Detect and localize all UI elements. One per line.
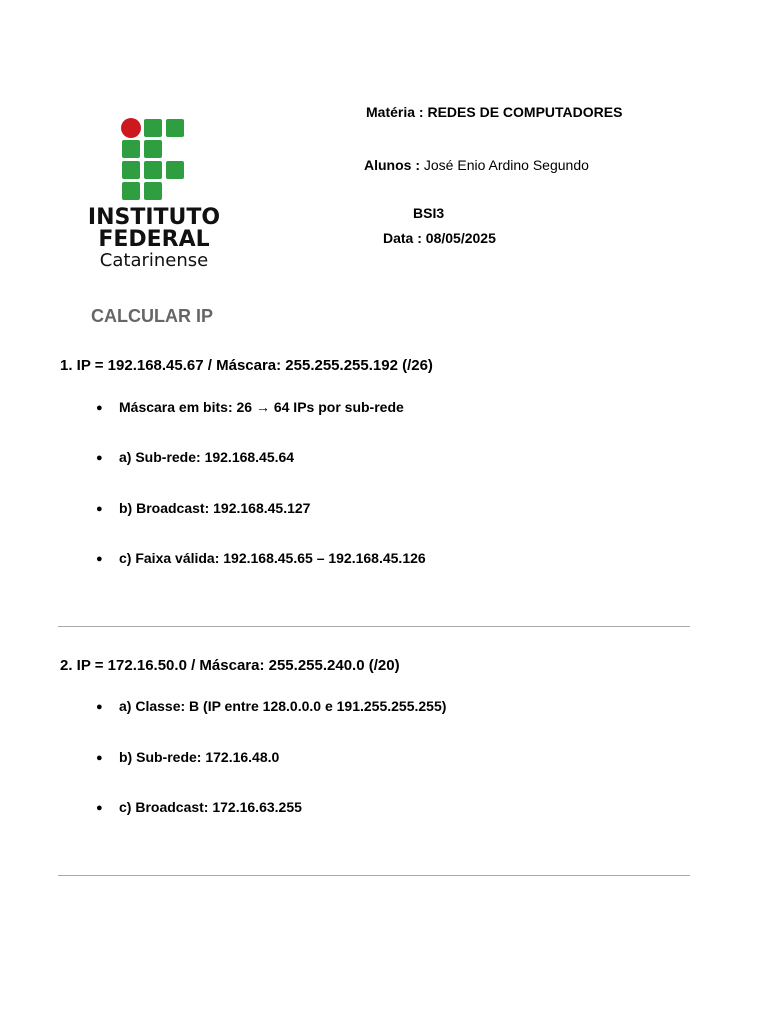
list-item-text: b) Sub-rede: 172.16.48.0 — [119, 749, 280, 765]
logo-square — [144, 119, 162, 137]
bullet-icon: ● — [96, 402, 103, 414]
institution-logo — [84, 116, 234, 276]
logo-square — [144, 182, 162, 200]
list-item — [96, 449, 294, 465]
logo-square — [144, 161, 162, 179]
section-title: CALCULAR IP — [91, 306, 213, 326]
list-item-text: a) Sub-rede: 192.168.45.64 — [119, 449, 295, 465]
question-2-heading: 2. IP = 172.16.50.0 / Máscara: 255.255.240.0 (/20) — [60, 657, 400, 674]
subject-line — [366, 104, 622, 120]
students-label: Alunos : — [364, 157, 420, 173]
list-item — [96, 698, 446, 714]
section-divider — [58, 626, 690, 627]
list-item — [96, 500, 310, 516]
subject-value: REDES DE COMPUTADORES — [427, 104, 623, 120]
logo-square — [166, 161, 184, 179]
bullet-icon: ● — [96, 553, 103, 565]
list-item-text: a) Classe: B (IP entre 128.0.0.0 e 191.255.255.255) — [119, 698, 447, 714]
question-1-heading: 1. IP = 192.168.45.67 / Máscara: 255.255.255.192 (/26) — [60, 357, 433, 374]
list-item-text: b) Broadcast: 192.168.45.127 — [119, 500, 311, 516]
bullet-icon: ● — [96, 503, 103, 515]
list-item — [96, 799, 302, 815]
logo-square — [144, 140, 162, 158]
section-divider — [58, 875, 690, 876]
list-item-text: c) Faixa válida: 192.168.45.65 – 192.168.45.126 — [119, 550, 426, 566]
logo-red-dot — [121, 118, 141, 138]
date-line — [383, 230, 496, 246]
logo-text-catarinense: Catarinense — [99, 250, 209, 271]
logo-square — [122, 161, 140, 179]
logo-square — [122, 140, 140, 158]
list-item-text: Máscara em bits: 26 → 64 IPs por sub-rede — [119, 399, 404, 415]
subject-label: Matéria : — [366, 104, 424, 120]
class-code-value: BSI3 — [413, 205, 445, 221]
bullet-icon: ● — [96, 452, 103, 464]
students-value: José Enio Ardino Segundo — [423, 157, 589, 173]
logo-text-federal: FEDERAL — [98, 227, 210, 252]
list-item — [96, 550, 426, 566]
students-line — [364, 157, 589, 173]
class-code — [413, 205, 444, 221]
list-item — [96, 399, 404, 415]
logo-square — [122, 182, 140, 200]
list-item-text: c) Broadcast: 172.16.63.255 — [119, 799, 302, 815]
bullet-icon: ● — [96, 701, 103, 713]
list-item — [96, 749, 279, 765]
bullet-icon: ● — [96, 802, 103, 814]
logo-text-instituto: INSTITUTO — [87, 205, 221, 230]
logo-mark-icon — [121, 118, 185, 200]
date-value: 08/05/2025 — [425, 230, 496, 246]
logo-square — [166, 119, 184, 137]
bullet-icon: ● — [96, 752, 103, 764]
date-label: Data : — [383, 230, 422, 246]
